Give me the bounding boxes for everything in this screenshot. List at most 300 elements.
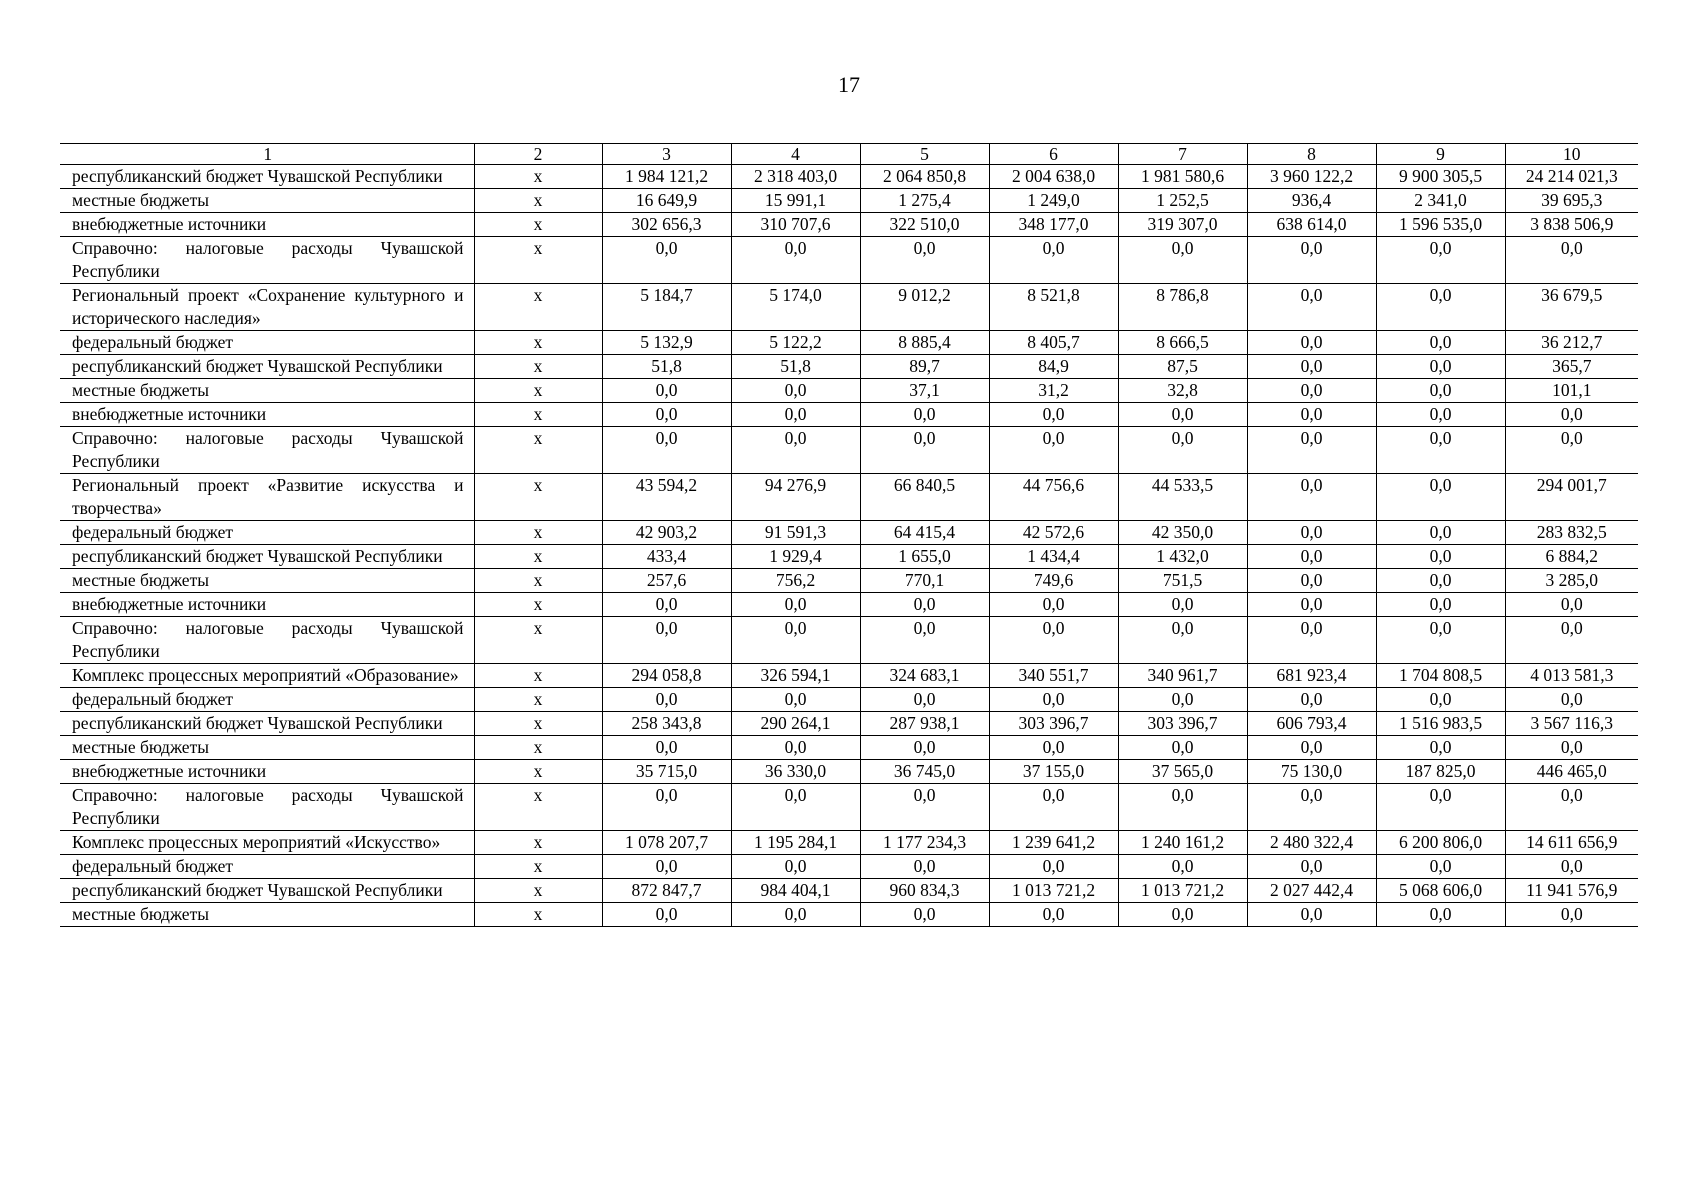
- col-9-value: 0,0: [1376, 237, 1505, 284]
- col-10-value: 0,0: [1505, 855, 1638, 879]
- row-label: Справочно: налоговые расходы Чувашской Республики: [60, 784, 474, 831]
- table-row: [60, 521, 1638, 545]
- table-row: [60, 903, 1638, 927]
- row-label: федеральный бюджет: [60, 331, 474, 355]
- col-10-value: 294 001,7: [1505, 474, 1638, 521]
- col-6-value: 37 155,0: [989, 760, 1118, 784]
- header-cell: 6: [989, 144, 1118, 165]
- col-4-value: 0,0: [731, 593, 860, 617]
- col-9-value: 0,0: [1376, 403, 1505, 427]
- table-row: [60, 784, 1638, 831]
- col-5-value: 0,0: [860, 403, 989, 427]
- col-3-value: 433,4: [602, 545, 731, 569]
- col-3-value: 0,0: [602, 903, 731, 927]
- header-cell: 3: [602, 144, 731, 165]
- col-3-value: 0,0: [602, 688, 731, 712]
- row-code: x: [474, 617, 602, 664]
- col-4-value: 290 264,1: [731, 712, 860, 736]
- col-4-value: 0,0: [731, 736, 860, 760]
- table-row: [60, 879, 1638, 903]
- row-code: x: [474, 736, 602, 760]
- row-code: x: [474, 331, 602, 355]
- row-code: x: [474, 189, 602, 213]
- row-code: x: [474, 879, 602, 903]
- col-10-value: 0,0: [1505, 736, 1638, 760]
- col-4-value: 0,0: [731, 237, 860, 284]
- table-row: [60, 593, 1638, 617]
- col-6-value: 84,9: [989, 355, 1118, 379]
- col-4-value: 0,0: [731, 403, 860, 427]
- row-label: местные бюджеты: [60, 569, 474, 593]
- col-3-value: 0,0: [602, 403, 731, 427]
- col-5-value: 0,0: [860, 617, 989, 664]
- col-6-value: 0,0: [989, 784, 1118, 831]
- col-10-value: 0,0: [1505, 784, 1638, 831]
- row-code: x: [474, 712, 602, 736]
- col-6-value: 340 551,7: [989, 664, 1118, 688]
- header-cell: 2: [474, 144, 602, 165]
- col-10-value: 0,0: [1505, 903, 1638, 927]
- col-10-value: 0,0: [1505, 427, 1638, 474]
- col-9-value: 0,0: [1376, 855, 1505, 879]
- col-4-value: 91 591,3: [731, 521, 860, 545]
- row-code: x: [474, 664, 602, 688]
- col-6-value: 31,2: [989, 379, 1118, 403]
- row-code: x: [474, 474, 602, 521]
- row-label: Комплекс процессных мероприятий «Образование»: [60, 664, 474, 688]
- col-5-value: 89,7: [860, 355, 989, 379]
- col-7-value: 319 307,0: [1118, 213, 1247, 237]
- col-6-value: 0,0: [989, 593, 1118, 617]
- col-3-value: 0,0: [602, 784, 731, 831]
- col-3-value: 0,0: [602, 237, 731, 284]
- col-8-value: 3 960 122,2: [1247, 165, 1376, 189]
- col-5-value: 287 938,1: [860, 712, 989, 736]
- col-6-value: 0,0: [989, 855, 1118, 879]
- col-3-value: 302 656,3: [602, 213, 731, 237]
- col-9-value: 0,0: [1376, 355, 1505, 379]
- col-8-value: 936,4: [1247, 189, 1376, 213]
- col-4-value: 756,2: [731, 569, 860, 593]
- row-code: x: [474, 355, 602, 379]
- table-row: [60, 355, 1638, 379]
- col-9-value: 0,0: [1376, 688, 1505, 712]
- col-9-value: 0,0: [1376, 617, 1505, 664]
- row-code: x: [474, 688, 602, 712]
- row-code: x: [474, 403, 602, 427]
- col-3-value: 872 847,7: [602, 879, 731, 903]
- col-4-value: 326 594,1: [731, 664, 860, 688]
- col-7-value: 8 666,5: [1118, 331, 1247, 355]
- col-9-value: 0,0: [1376, 569, 1505, 593]
- col-6-value: 0,0: [989, 617, 1118, 664]
- col-6-value: 8 405,7: [989, 331, 1118, 355]
- row-code: x: [474, 593, 602, 617]
- col-5-value: 0,0: [860, 903, 989, 927]
- col-6-value: 348 177,0: [989, 213, 1118, 237]
- col-10-value: 101,1: [1505, 379, 1638, 403]
- col-3-value: 294 058,8: [602, 664, 731, 688]
- col-9-value: 5 068 606,0: [1376, 879, 1505, 903]
- col-7-value: 340 961,7: [1118, 664, 1247, 688]
- col-5-value: 324 683,1: [860, 664, 989, 688]
- header-cell: 10: [1505, 144, 1638, 165]
- row-label: Справочно: налоговые расходы Чувашской Республики: [60, 427, 474, 474]
- col-10-value: 24 214 021,3: [1505, 165, 1638, 189]
- col-6-value: 749,6: [989, 569, 1118, 593]
- table-row: [60, 736, 1638, 760]
- col-5-value: 0,0: [860, 855, 989, 879]
- row-label: республиканский бюджет Чувашской Республики: [60, 165, 474, 189]
- row-code: x: [474, 237, 602, 284]
- col-8-value: 0,0: [1247, 784, 1376, 831]
- col-9-value: 1 596 535,0: [1376, 213, 1505, 237]
- col-9-value: 0,0: [1376, 474, 1505, 521]
- col-8-value: 0,0: [1247, 855, 1376, 879]
- col-8-value: 0,0: [1247, 903, 1376, 927]
- table-row: [60, 688, 1638, 712]
- table-row: [60, 855, 1638, 879]
- col-5-value: 322 510,0: [860, 213, 989, 237]
- col-8-value: 0,0: [1247, 237, 1376, 284]
- col-5-value: 37,1: [860, 379, 989, 403]
- col-5-value: 0,0: [860, 736, 989, 760]
- row-code: x: [474, 521, 602, 545]
- table-row: [60, 379, 1638, 403]
- col-8-value: 0,0: [1247, 521, 1376, 545]
- row-code: x: [474, 784, 602, 831]
- col-10-value: 14 611 656,9: [1505, 831, 1638, 855]
- row-code: x: [474, 855, 602, 879]
- row-label: внебюджетные источники: [60, 403, 474, 427]
- col-5-value: 66 840,5: [860, 474, 989, 521]
- col-8-value: 0,0: [1247, 331, 1376, 355]
- col-8-value: 0,0: [1247, 569, 1376, 593]
- table-body: [60, 144, 1638, 927]
- col-5-value: 8 885,4: [860, 331, 989, 355]
- col-9-value: 1 704 808,5: [1376, 664, 1505, 688]
- col-6-value: 0,0: [989, 427, 1118, 474]
- col-6-value: 0,0: [989, 237, 1118, 284]
- table-row: [60, 331, 1638, 355]
- row-code: x: [474, 545, 602, 569]
- col-6-value: 0,0: [989, 403, 1118, 427]
- table-row: [60, 189, 1638, 213]
- col-9-value: 0,0: [1376, 593, 1505, 617]
- col-8-value: 0,0: [1247, 355, 1376, 379]
- col-9-value: 0,0: [1376, 903, 1505, 927]
- col-4-value: 0,0: [731, 379, 860, 403]
- col-6-value: 1 013 721,2: [989, 879, 1118, 903]
- row-label: местные бюджеты: [60, 379, 474, 403]
- col-6-value: 1 434,4: [989, 545, 1118, 569]
- col-4-value: 1 929,4: [731, 545, 860, 569]
- table-row: [60, 545, 1638, 569]
- col-8-value: 0,0: [1247, 379, 1376, 403]
- row-code: x: [474, 760, 602, 784]
- table-row: [60, 474, 1638, 521]
- col-7-value: 0,0: [1118, 593, 1247, 617]
- col-8-value: 75 130,0: [1247, 760, 1376, 784]
- col-5-value: 36 745,0: [860, 760, 989, 784]
- col-6-value: 8 521,8: [989, 284, 1118, 331]
- header-cell: 1: [60, 144, 474, 165]
- col-3-value: 5 184,7: [602, 284, 731, 331]
- row-label: местные бюджеты: [60, 736, 474, 760]
- col-9-value: 0,0: [1376, 545, 1505, 569]
- col-5-value: 0,0: [860, 427, 989, 474]
- col-4-value: 5 174,0: [731, 284, 860, 331]
- col-8-value: 0,0: [1247, 593, 1376, 617]
- col-9-value: 9 900 305,5: [1376, 165, 1505, 189]
- col-7-value: 32,8: [1118, 379, 1247, 403]
- page-number: 17: [838, 72, 860, 97]
- col-4-value: 984 404,1: [731, 879, 860, 903]
- row-label: федеральный бюджет: [60, 521, 474, 545]
- table-row: [60, 403, 1638, 427]
- col-3-value: 0,0: [602, 736, 731, 760]
- col-10-value: 4 013 581,3: [1505, 664, 1638, 688]
- col-3-value: 51,8: [602, 355, 731, 379]
- col-7-value: 37 565,0: [1118, 760, 1247, 784]
- row-label: Справочно: налоговые расходы Чувашской Республики: [60, 237, 474, 284]
- col-9-value: 0,0: [1376, 784, 1505, 831]
- col-5-value: 2 064 850,8: [860, 165, 989, 189]
- col-4-value: 1 195 284,1: [731, 831, 860, 855]
- col-10-value: 0,0: [1505, 237, 1638, 284]
- col-9-value: 0,0: [1376, 736, 1505, 760]
- row-label: республиканский бюджет Чувашской Республики: [60, 545, 474, 569]
- col-3-value: 0,0: [602, 617, 731, 664]
- row-code: x: [474, 569, 602, 593]
- col-7-value: 1 013 721,2: [1118, 879, 1247, 903]
- row-code: x: [474, 165, 602, 189]
- header-cell: 7: [1118, 144, 1247, 165]
- col-3-value: 257,6: [602, 569, 731, 593]
- col-10-value: 36 212,7: [1505, 331, 1638, 355]
- col-10-value: 3 285,0: [1505, 569, 1638, 593]
- col-4-value: 0,0: [731, 688, 860, 712]
- col-8-value: 681 923,4: [1247, 664, 1376, 688]
- col-6-value: 2 004 638,0: [989, 165, 1118, 189]
- col-9-value: 0,0: [1376, 427, 1505, 474]
- col-6-value: 0,0: [989, 688, 1118, 712]
- col-7-value: 87,5: [1118, 355, 1247, 379]
- col-3-value: 42 903,2: [602, 521, 731, 545]
- col-10-value: 36 679,5: [1505, 284, 1638, 331]
- row-code: x: [474, 284, 602, 331]
- col-4-value: 0,0: [731, 903, 860, 927]
- col-7-value: 0,0: [1118, 784, 1247, 831]
- col-8-value: 0,0: [1247, 427, 1376, 474]
- row-code: x: [474, 903, 602, 927]
- col-4-value: 15 991,1: [731, 189, 860, 213]
- table-row: [60, 760, 1638, 784]
- col-3-value: 0,0: [602, 593, 731, 617]
- col-4-value: 5 122,2: [731, 331, 860, 355]
- col-3-value: 16 649,9: [602, 189, 731, 213]
- col-3-value: 258 343,8: [602, 712, 731, 736]
- row-label: республиканский бюджет Чувашской Республики: [60, 355, 474, 379]
- col-10-value: 39 695,3: [1505, 189, 1638, 213]
- col-7-value: 0,0: [1118, 403, 1247, 427]
- table-row: [60, 569, 1638, 593]
- col-5-value: 1 655,0: [860, 545, 989, 569]
- col-5-value: 64 415,4: [860, 521, 989, 545]
- row-label: республиканский бюджет Чувашской Республики: [60, 879, 474, 903]
- col-5-value: 0,0: [860, 784, 989, 831]
- col-10-value: 446 465,0: [1505, 760, 1638, 784]
- header-cell: 4: [731, 144, 860, 165]
- col-4-value: 94 276,9: [731, 474, 860, 521]
- header-cell: 5: [860, 144, 989, 165]
- col-3-value: 35 715,0: [602, 760, 731, 784]
- col-7-value: 0,0: [1118, 855, 1247, 879]
- table-row: [60, 617, 1638, 664]
- col-8-value: 0,0: [1247, 736, 1376, 760]
- col-6-value: 44 756,6: [989, 474, 1118, 521]
- col-4-value: 51,8: [731, 355, 860, 379]
- col-5-value: 0,0: [860, 688, 989, 712]
- col-4-value: 310 707,6: [731, 213, 860, 237]
- col-3-value: 5 132,9: [602, 331, 731, 355]
- col-7-value: 1 981 580,6: [1118, 165, 1247, 189]
- table-row: [60, 213, 1638, 237]
- col-7-value: 751,5: [1118, 569, 1247, 593]
- col-6-value: 303 396,7: [989, 712, 1118, 736]
- col-9-value: 0,0: [1376, 284, 1505, 331]
- col-8-value: 638 614,0: [1247, 213, 1376, 237]
- col-3-value: 43 594,2: [602, 474, 731, 521]
- col-4-value: 36 330,0: [731, 760, 860, 784]
- col-8-value: 2 480 322,4: [1247, 831, 1376, 855]
- col-7-value: 0,0: [1118, 617, 1247, 664]
- col-4-value: 2 318 403,0: [731, 165, 860, 189]
- row-code: x: [474, 213, 602, 237]
- row-label: федеральный бюджет: [60, 855, 474, 879]
- table-row: [60, 284, 1638, 331]
- col-8-value: 0,0: [1247, 474, 1376, 521]
- col-4-value: 0,0: [731, 617, 860, 664]
- table-row: [60, 427, 1638, 474]
- budget-table: [60, 143, 1638, 927]
- row-label: Комплекс процессных мероприятий «Искусство»: [60, 831, 474, 855]
- row-code: x: [474, 379, 602, 403]
- col-10-value: 3 567 116,3: [1505, 712, 1638, 736]
- row-label: местные бюджеты: [60, 189, 474, 213]
- col-10-value: 0,0: [1505, 403, 1638, 427]
- col-9-value: 0,0: [1376, 521, 1505, 545]
- col-7-value: 8 786,8: [1118, 284, 1247, 331]
- col-8-value: 606 793,4: [1247, 712, 1376, 736]
- row-label: федеральный бюджет: [60, 688, 474, 712]
- col-10-value: 3 838 506,9: [1505, 213, 1638, 237]
- col-5-value: 1 275,4: [860, 189, 989, 213]
- col-7-value: 303 396,7: [1118, 712, 1247, 736]
- col-7-value: 1 432,0: [1118, 545, 1247, 569]
- col-7-value: 0,0: [1118, 903, 1247, 927]
- col-3-value: 1 078 207,7: [602, 831, 731, 855]
- col-9-value: 0,0: [1376, 331, 1505, 355]
- table-row: [60, 831, 1638, 855]
- table-header-row: [60, 144, 1638, 165]
- col-10-value: 0,0: [1505, 688, 1638, 712]
- col-5-value: 1 177 234,3: [860, 831, 989, 855]
- col-10-value: 283 832,5: [1505, 521, 1638, 545]
- col-7-value: 0,0: [1118, 237, 1247, 284]
- col-3-value: 0,0: [602, 427, 731, 474]
- col-9-value: 6 200 806,0: [1376, 831, 1505, 855]
- row-label: местные бюджеты: [60, 903, 474, 927]
- col-9-value: 0,0: [1376, 379, 1505, 403]
- header-cell: 8: [1247, 144, 1376, 165]
- col-7-value: 44 533,5: [1118, 474, 1247, 521]
- col-6-value: 42 572,6: [989, 521, 1118, 545]
- col-7-value: 1 240 161,2: [1118, 831, 1247, 855]
- col-4-value: 0,0: [731, 855, 860, 879]
- table-row: [60, 165, 1638, 189]
- col-10-value: 0,0: [1505, 617, 1638, 664]
- header-cell: 9: [1376, 144, 1505, 165]
- col-8-value: 0,0: [1247, 284, 1376, 331]
- col-6-value: 0,0: [989, 736, 1118, 760]
- col-5-value: 0,0: [860, 237, 989, 284]
- col-6-value: 1 249,0: [989, 189, 1118, 213]
- col-7-value: 1 252,5: [1118, 189, 1247, 213]
- table-row: [60, 664, 1638, 688]
- col-9-value: 2 341,0: [1376, 189, 1505, 213]
- col-10-value: 6 884,2: [1505, 545, 1638, 569]
- col-3-value: 0,0: [602, 379, 731, 403]
- row-code: x: [474, 831, 602, 855]
- col-10-value: 0,0: [1505, 593, 1638, 617]
- table-row: [60, 237, 1638, 284]
- col-5-value: 9 012,2: [860, 284, 989, 331]
- col-8-value: 0,0: [1247, 617, 1376, 664]
- col-6-value: 0,0: [989, 903, 1118, 927]
- col-7-value: 42 350,0: [1118, 521, 1247, 545]
- col-3-value: 0,0: [602, 855, 731, 879]
- col-5-value: 960 834,3: [860, 879, 989, 903]
- row-label: внебюджетные источники: [60, 760, 474, 784]
- row-label: внебюджетные источники: [60, 593, 474, 617]
- col-9-value: 1 516 983,5: [1376, 712, 1505, 736]
- col-4-value: 0,0: [731, 427, 860, 474]
- col-4-value: 0,0: [731, 784, 860, 831]
- col-8-value: 0,0: [1247, 688, 1376, 712]
- col-5-value: 0,0: [860, 593, 989, 617]
- row-label: республиканский бюджет Чувашской Республики: [60, 712, 474, 736]
- row-label: Региональный проект «Развитие искусства и творчества»: [60, 474, 474, 521]
- col-3-value: 1 984 121,2: [602, 165, 731, 189]
- col-8-value: 0,0: [1247, 545, 1376, 569]
- col-6-value: 1 239 641,2: [989, 831, 1118, 855]
- row-label: внебюджетные источники: [60, 213, 474, 237]
- col-7-value: 0,0: [1118, 427, 1247, 474]
- col-9-value: 187 825,0: [1376, 760, 1505, 784]
- col-7-value: 0,0: [1118, 736, 1247, 760]
- table-row: [60, 712, 1638, 736]
- col-10-value: 11 941 576,9: [1505, 879, 1638, 903]
- col-8-value: 2 027 442,4: [1247, 879, 1376, 903]
- row-label: Справочно: налоговые расходы Чувашской Республики: [60, 617, 474, 664]
- row-label: Региональный проект «Сохранение культурного и исторического наследия»: [60, 284, 474, 331]
- col-7-value: 0,0: [1118, 688, 1247, 712]
- col-5-value: 770,1: [860, 569, 989, 593]
- col-8-value: 0,0: [1247, 403, 1376, 427]
- col-10-value: 365,7: [1505, 355, 1638, 379]
- row-code: x: [474, 427, 602, 474]
